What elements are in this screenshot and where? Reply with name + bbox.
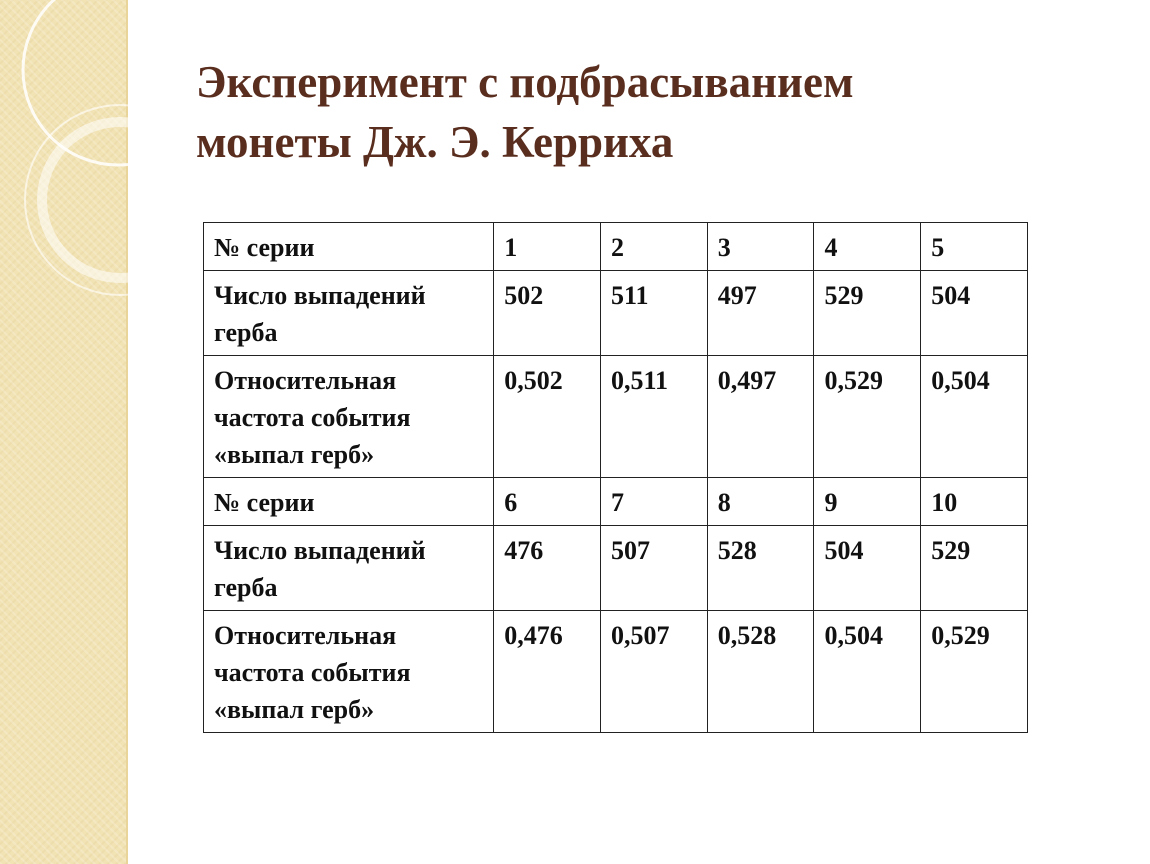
- table-cell: 529: [921, 526, 1028, 611]
- table-cell: 529: [814, 271, 921, 356]
- table-row: [204, 223, 1028, 271]
- table-cell: 0,528: [707, 611, 814, 733]
- table-cell: 0,529: [814, 356, 921, 478]
- table-cell: 3: [707, 223, 814, 271]
- coin-toss-table: [203, 222, 1028, 733]
- table-cell: 504: [921, 271, 1028, 356]
- table-cell: 10: [921, 478, 1028, 526]
- table-cell: 1: [494, 223, 601, 271]
- table-row: [204, 611, 1028, 733]
- table-cell: 0,476: [494, 611, 601, 733]
- slide-title-line-1: Эксперимент с подбрасыванием: [196, 57, 854, 107]
- table-cell: 9: [814, 478, 921, 526]
- table-row: [204, 356, 1028, 478]
- table-cell: 0,504: [814, 611, 921, 733]
- table-cell: 6: [494, 478, 601, 526]
- table-cell: 507: [600, 526, 707, 611]
- table-cell: 511: [600, 271, 707, 356]
- table-row: [204, 271, 1028, 356]
- table-cell: 4: [814, 223, 921, 271]
- decorative-side-strip: [0, 0, 128, 864]
- table-cell: 0,529: [921, 611, 1028, 733]
- table-cell: 476: [494, 526, 601, 611]
- row-label: Число выпадений герба: [204, 526, 494, 611]
- decorative-rings-icon: [0, 0, 128, 864]
- table-cell: 2: [600, 223, 707, 271]
- table-row: [204, 478, 1028, 526]
- table-row: [204, 526, 1028, 611]
- table-cell: 497: [707, 271, 814, 356]
- table-cell: 502: [494, 271, 601, 356]
- table-cell: 0,504: [921, 356, 1028, 478]
- table-cell: 7: [600, 478, 707, 526]
- table-cell: 0,502: [494, 356, 601, 478]
- row-label: № серии: [204, 478, 494, 526]
- slide-title: [196, 52, 1096, 172]
- row-label: № серии: [204, 223, 494, 271]
- table-cell: 0,507: [600, 611, 707, 733]
- row-label: Число выпадений герба: [204, 271, 494, 356]
- table-cell: 8: [707, 478, 814, 526]
- row-label: Относительная частота события «выпал герб»: [204, 356, 494, 478]
- table-cell: 0,497: [707, 356, 814, 478]
- slide-title-line-2: монеты Дж. Э. Керриха: [196, 117, 674, 167]
- table-cell: 504: [814, 526, 921, 611]
- table-cell: 0,511: [600, 356, 707, 478]
- table-cell: 528: [707, 526, 814, 611]
- table-cell: 5: [921, 223, 1028, 271]
- row-label: Относительная частота события «выпал герб»: [204, 611, 494, 733]
